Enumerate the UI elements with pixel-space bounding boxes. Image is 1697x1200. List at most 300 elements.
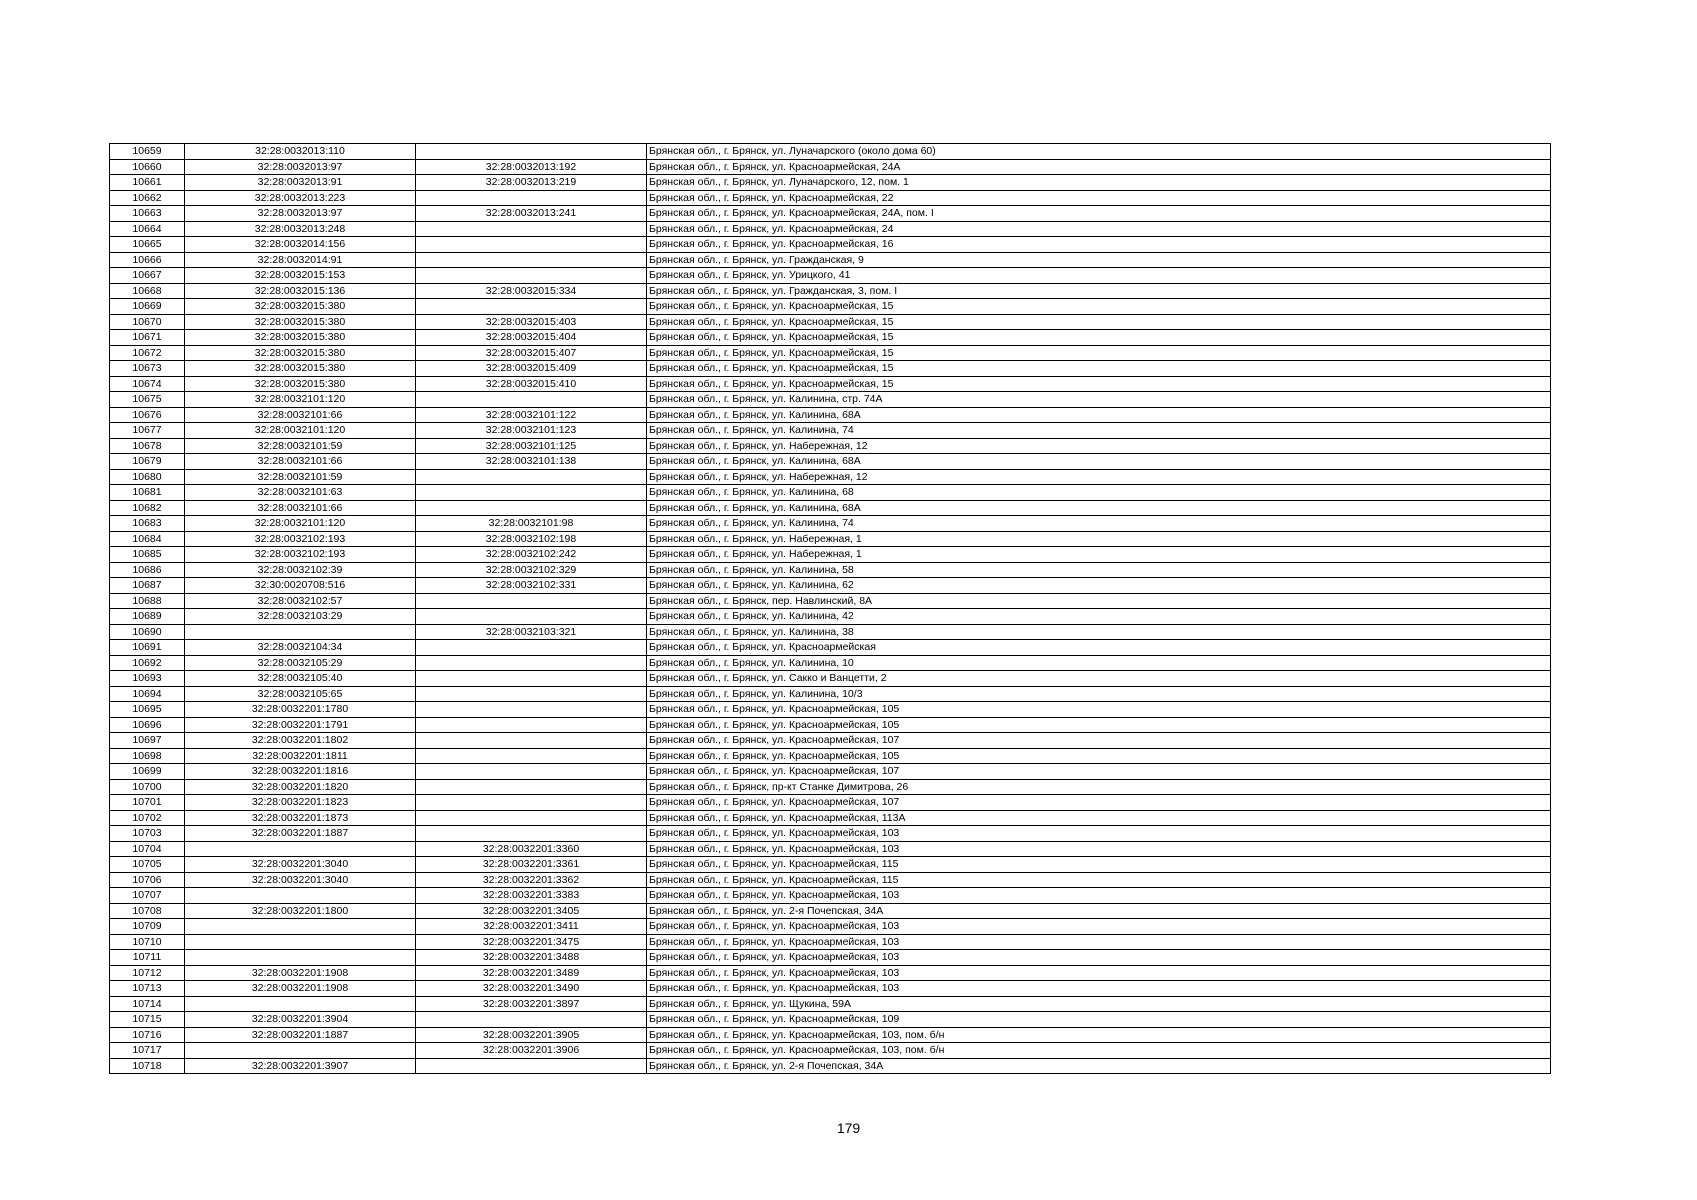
- cadastral-number-cell: 32:28:0032102:193: [185, 547, 416, 563]
- row-number-cell: 10668: [110, 283, 185, 299]
- table-row: [110, 578, 1551, 594]
- table-row: [110, 624, 1551, 640]
- row-number-cell: 10677: [110, 423, 185, 439]
- address-cell: Брянская обл., г. Брянск, ул. Луначарского, 12, пом. 1: [647, 175, 1551, 191]
- row-number-cell: 10687: [110, 578, 185, 594]
- row-number-cell: 10694: [110, 686, 185, 702]
- address-cell: Брянская обл., г. Брянск, ул. Красноармейская, 105: [647, 717, 1551, 733]
- linked-cadastral-number-cell: [416, 779, 647, 795]
- cadastral-number-cell: 32:28:0032101:63: [185, 485, 416, 501]
- address-cell: Брянская обл., г. Брянск, ул. Красноармейская, 22: [647, 190, 1551, 206]
- linked-cadastral-number-cell: 32:28:0032101:122: [416, 407, 647, 423]
- row-number-cell: 10666: [110, 252, 185, 268]
- address-cell: Брянская обл., г. Брянск, ул. Щукина, 59А: [647, 996, 1551, 1012]
- linked-cadastral-number-cell: 32:28:0032101:125: [416, 438, 647, 454]
- cadastral-number-cell: 32:28:0032101:120: [185, 516, 416, 532]
- address-cell: Брянская обл., г. Брянск, ул. Калинина, 74: [647, 516, 1551, 532]
- linked-cadastral-number-cell: 32:28:0032102:198: [416, 531, 647, 547]
- row-number-cell: 10680: [110, 469, 185, 485]
- address-cell: Брянская обл., г. Брянск, ул. Набережная, 12: [647, 469, 1551, 485]
- cadastral-number-cell: 32:28:0032201:3904: [185, 1012, 416, 1028]
- row-number-cell: 10665: [110, 237, 185, 253]
- table-row: [110, 299, 1551, 315]
- table-row: [110, 1058, 1551, 1074]
- table-row: [110, 702, 1551, 718]
- cadastral-number-cell: 32:28:0032201:1823: [185, 795, 416, 811]
- row-number-cell: 10685: [110, 547, 185, 563]
- address-cell: Брянская обл., г. Брянск, ул. Красноармейская, 103: [647, 888, 1551, 904]
- linked-cadastral-number-cell: 32:28:0032201:3361: [416, 857, 647, 873]
- address-cell: Брянская обл., г. Брянск, ул. Красноармейская, 103: [647, 841, 1551, 857]
- table-row: [110, 919, 1551, 935]
- table-row: [110, 671, 1551, 687]
- linked-cadastral-number-cell: 32:28:0032201:3897: [416, 996, 647, 1012]
- cadastral-number-cell: [185, 996, 416, 1012]
- linked-cadastral-number-cell: [416, 1012, 647, 1028]
- table-row: [110, 981, 1551, 997]
- cadastral-number-cell: 32:28:0032014:156: [185, 237, 416, 253]
- linked-cadastral-number-cell: 32:28:0032101:98: [416, 516, 647, 532]
- linked-cadastral-number-cell: 32:28:0032201:3360: [416, 841, 647, 857]
- linked-cadastral-number-cell: [416, 640, 647, 656]
- registry-table: [109, 143, 1551, 1074]
- cadastral-number-cell: 32:28:0032015:153: [185, 268, 416, 284]
- address-cell: Брянская обл., г. Брянск, ул. Красноармейская, 103: [647, 950, 1551, 966]
- row-number-cell: 10718: [110, 1058, 185, 1074]
- table-row: [110, 531, 1551, 547]
- table-row: [110, 252, 1551, 268]
- page-number: 179: [836, 1120, 861, 1136]
- row-number-cell: 10682: [110, 500, 185, 516]
- cadastral-number-cell: 32:28:0032201:1908: [185, 981, 416, 997]
- linked-cadastral-number-cell: [416, 252, 647, 268]
- cadastral-number-cell: 32:28:0032013:248: [185, 221, 416, 237]
- cadastral-number-cell: 32:28:0032013:223: [185, 190, 416, 206]
- address-cell: Брянская обл., г. Брянск, ул. Красноармейская, 103: [647, 934, 1551, 950]
- row-number-cell: 10715: [110, 1012, 185, 1028]
- table-row: [110, 392, 1551, 408]
- row-number-cell: 10659: [110, 144, 185, 160]
- table-row: [110, 314, 1551, 330]
- linked-cadastral-number-cell: [416, 826, 647, 842]
- row-number-cell: 10703: [110, 826, 185, 842]
- row-number-cell: 10662: [110, 190, 185, 206]
- linked-cadastral-number-cell: 32:28:0032201:3475: [416, 934, 647, 950]
- address-cell: Брянская обл., г. Брянск, ул. Красноармейская, 15: [647, 345, 1551, 361]
- table-row: [110, 268, 1551, 284]
- table-row: [110, 655, 1551, 671]
- linked-cadastral-number-cell: 32:28:0032015:410: [416, 376, 647, 392]
- table-row: [110, 795, 1551, 811]
- registry-body: [110, 144, 1551, 1074]
- linked-cadastral-number-cell: 32:28:0032103:321: [416, 624, 647, 640]
- linked-cadastral-number-cell: 32:28:0032201:3489: [416, 965, 647, 981]
- cadastral-number-cell: 32:28:0032015:136: [185, 283, 416, 299]
- address-cell: Брянская обл., г. Брянск, ул. Урицкого, 41: [647, 268, 1551, 284]
- row-number-cell: 10708: [110, 903, 185, 919]
- row-number-cell: 10681: [110, 485, 185, 501]
- address-cell: Брянская обл., г. Брянск, ул. Гражданская, 9: [647, 252, 1551, 268]
- address-cell: Брянская обл., г. Брянск, ул. Калинина, 68: [647, 485, 1551, 501]
- row-number-cell: 10699: [110, 764, 185, 780]
- row-number-cell: 10663: [110, 206, 185, 222]
- table-row: [110, 934, 1551, 950]
- table-row: [110, 717, 1551, 733]
- table-row: [110, 609, 1551, 625]
- linked-cadastral-number-cell: [416, 702, 647, 718]
- table-row: [110, 159, 1551, 175]
- cadastral-number-cell: [185, 888, 416, 904]
- address-cell: Брянская обл., г. Брянск, ул. Красноармейская, 107: [647, 795, 1551, 811]
- cadastral-number-cell: 32:28:0032201:1887: [185, 826, 416, 842]
- row-number-cell: 10683: [110, 516, 185, 532]
- row-number-cell: 10695: [110, 702, 185, 718]
- table-row: [110, 1027, 1551, 1043]
- cadastral-number-cell: 32:28:0032102:193: [185, 531, 416, 547]
- linked-cadastral-number-cell: 32:28:0032013:241: [416, 206, 647, 222]
- address-cell: Брянская обл., г. Брянск, ул. Красноармейская, 24: [647, 221, 1551, 237]
- address-cell: Брянская обл., г. Брянск, ул. 2-я Почепская, 34А: [647, 1058, 1551, 1074]
- table-row: [110, 547, 1551, 563]
- cadastral-number-cell: 32:28:0032101:66: [185, 454, 416, 470]
- row-number-cell: 10707: [110, 888, 185, 904]
- table-row: [110, 562, 1551, 578]
- table-row: [110, 407, 1551, 423]
- table-row: [110, 965, 1551, 981]
- address-cell: Брянская обл., г. Брянск, ул. Красноармейская, 15: [647, 299, 1551, 315]
- table-row: [110, 640, 1551, 656]
- cadastral-number-cell: 32:28:0032201:3040: [185, 872, 416, 888]
- cadastral-number-cell: 32:28:0032101:59: [185, 469, 416, 485]
- row-number-cell: 10706: [110, 872, 185, 888]
- linked-cadastral-number-cell: [416, 810, 647, 826]
- cadastral-number-cell: 32:28:0032105:40: [185, 671, 416, 687]
- linked-cadastral-number-cell: [416, 655, 647, 671]
- linked-cadastral-number-cell: [416, 764, 647, 780]
- row-number-cell: 10676: [110, 407, 185, 423]
- linked-cadastral-number-cell: [416, 733, 647, 749]
- row-number-cell: 10689: [110, 609, 185, 625]
- row-number-cell: 10712: [110, 965, 185, 981]
- linked-cadastral-number-cell: 32:28:0032201:3906: [416, 1043, 647, 1059]
- address-cell: Брянская обл., г. Брянск, ул. Красноармейская, 15: [647, 330, 1551, 346]
- linked-cadastral-number-cell: [416, 500, 647, 516]
- linked-cadastral-number-cell: 32:28:0032201:3411: [416, 919, 647, 935]
- table-row: [110, 500, 1551, 516]
- cadastral-number-cell: 32:28:0032104:34: [185, 640, 416, 656]
- cadastral-number-cell: 32:28:0032101:120: [185, 423, 416, 439]
- cadastral-number-cell: [185, 624, 416, 640]
- address-cell: Брянская обл., г. Брянск, ул. Калинина, 10/3: [647, 686, 1551, 702]
- row-number-cell: 10700: [110, 779, 185, 795]
- cadastral-number-cell: 32:28:0032013:91: [185, 175, 416, 191]
- address-cell: Брянская обл., г. Брянск, ул. Гражданская, 3, пом. I: [647, 283, 1551, 299]
- address-cell: Брянская обл., г. Брянск, ул. Сакко и Ванцетти, 2: [647, 671, 1551, 687]
- linked-cadastral-number-cell: [416, 237, 647, 253]
- cadastral-number-cell: 32:28:0032101:120: [185, 392, 416, 408]
- cadastral-number-cell: 32:28:0032102:39: [185, 562, 416, 578]
- table-row: [110, 810, 1551, 826]
- linked-cadastral-number-cell: 32:28:0032013:192: [416, 159, 647, 175]
- cadastral-number-cell: 32:28:0032013:97: [185, 206, 416, 222]
- address-cell: Брянская обл., г. Брянск, ул. Красноармейская, 16: [647, 237, 1551, 253]
- address-cell: Брянская обл., г. Брянск, ул. Красноармейская, 109: [647, 1012, 1551, 1028]
- table-row: [110, 872, 1551, 888]
- address-cell: Брянская обл., г. Брянск, ул. Красноармейская, 103: [647, 965, 1551, 981]
- row-number-cell: 10671: [110, 330, 185, 346]
- address-cell: Брянская обл., г. Брянск, ул. 2-я Почепская, 34А: [647, 903, 1551, 919]
- row-number-cell: 10696: [110, 717, 185, 733]
- row-number-cell: 10664: [110, 221, 185, 237]
- address-cell: Брянская обл., г. Брянск, ул. Красноармейская, 107: [647, 764, 1551, 780]
- cadastral-number-cell: 32:28:0032201:1802: [185, 733, 416, 749]
- cadastral-number-cell: 32:28:0032015:380: [185, 361, 416, 377]
- linked-cadastral-number-cell: [416, 593, 647, 609]
- row-number-cell: 10713: [110, 981, 185, 997]
- linked-cadastral-number-cell: 32:28:0032102:329: [416, 562, 647, 578]
- linked-cadastral-number-cell: [416, 190, 647, 206]
- table-row: [110, 888, 1551, 904]
- row-number-cell: 10702: [110, 810, 185, 826]
- table-row: [110, 779, 1551, 795]
- table-row: [110, 733, 1551, 749]
- cadastral-number-cell: 32:28:0032015:380: [185, 299, 416, 315]
- linked-cadastral-number-cell: 32:28:0032201:3488: [416, 950, 647, 966]
- address-cell: Брянская обл., г. Брянск, ул. Калинина, 68А: [647, 500, 1551, 516]
- row-number-cell: 10675: [110, 392, 185, 408]
- cadastral-number-cell: 32:28:0032105:65: [185, 686, 416, 702]
- address-cell: Брянская обл., г. Брянск, ул. Набережная, 12: [647, 438, 1551, 454]
- table-row: [110, 438, 1551, 454]
- cadastral-number-cell: 32:28:0032201:1800: [185, 903, 416, 919]
- cadastral-number-cell: [185, 841, 416, 857]
- linked-cadastral-number-cell: 32:28:0032015:334: [416, 283, 647, 299]
- address-cell: Брянская обл., г. Брянск, ул. Красноармейская, 103: [647, 919, 1551, 935]
- row-number-cell: 10688: [110, 593, 185, 609]
- cadastral-number-cell: 32:28:0032014:91: [185, 252, 416, 268]
- row-number-cell: 10679: [110, 454, 185, 470]
- row-number-cell: 10701: [110, 795, 185, 811]
- address-cell: Брянская обл., г. Брянск, ул. Красноармейская, 113А: [647, 810, 1551, 826]
- address-cell: Брянская обл., г. Брянск, ул. Красноармейская, 103: [647, 981, 1551, 997]
- cadastral-number-cell: 32:28:0032015:380: [185, 314, 416, 330]
- linked-cadastral-number-cell: 32:28:0032201:3405: [416, 903, 647, 919]
- linked-cadastral-number-cell: 32:28:0032101:123: [416, 423, 647, 439]
- address-cell: Брянская обл., г. Брянск, ул. Набережная, 1: [647, 531, 1551, 547]
- cadastral-number-cell: 32:28:0032013:110: [185, 144, 416, 160]
- table-row: [110, 1012, 1551, 1028]
- row-number-cell: 10710: [110, 934, 185, 950]
- table-row: [110, 345, 1551, 361]
- address-cell: Брянская обл., г. Брянск, ул. Калинина, 68А: [647, 407, 1551, 423]
- linked-cadastral-number-cell: [416, 1058, 647, 1074]
- row-number-cell: 10669: [110, 299, 185, 315]
- cadastral-number-cell: 32:28:0032015:380: [185, 345, 416, 361]
- table-row: [110, 376, 1551, 392]
- linked-cadastral-number-cell: [416, 717, 647, 733]
- address-cell: Брянская обл., г. Брянск, пер. Навлинский, 8А: [647, 593, 1551, 609]
- linked-cadastral-number-cell: 32:28:0032101:138: [416, 454, 647, 470]
- address-cell: Брянская обл., г. Брянск, ул. Калинина, 10: [647, 655, 1551, 671]
- table-row: [110, 996, 1551, 1012]
- row-number-cell: 10692: [110, 655, 185, 671]
- cadastral-number-cell: 32:28:0032101:59: [185, 438, 416, 454]
- address-cell: Брянская обл., г. Брянск, ул. Красноармейская, 15: [647, 314, 1551, 330]
- cadastral-number-cell: [185, 919, 416, 935]
- address-cell: Брянская обл., г. Брянск, ул. Красноармейская, 15: [647, 376, 1551, 392]
- table-row: [110, 826, 1551, 842]
- linked-cadastral-number-cell: [416, 221, 647, 237]
- address-cell: Брянская обл., г. Брянск, ул. Красноармейская, 105: [647, 702, 1551, 718]
- row-number-cell: 10714: [110, 996, 185, 1012]
- row-number-cell: 10698: [110, 748, 185, 764]
- row-number-cell: 10711: [110, 950, 185, 966]
- table-row: [110, 516, 1551, 532]
- address-cell: Брянская обл., г. Брянск, ул. Калинина, 62: [647, 578, 1551, 594]
- address-cell: Брянская обл., г. Брянск, ул. Луначарского (около дома 60): [647, 144, 1551, 160]
- address-cell: Брянская обл., г. Брянск, ул. Красноармейская, 15: [647, 361, 1551, 377]
- cadastral-number-cell: 32:28:0032015:380: [185, 376, 416, 392]
- address-cell: Брянская обл., г. Брянск, ул. Красноармейская, 115: [647, 857, 1551, 873]
- linked-cadastral-number-cell: [416, 671, 647, 687]
- table-row: [110, 361, 1551, 377]
- address-cell: Брянская обл., г. Брянск, ул. Красноармейская, 115: [647, 872, 1551, 888]
- cadastral-number-cell: 32:30:0020708:516: [185, 578, 416, 594]
- address-cell: Брянская обл., г. Брянск, ул. Калинина, 58: [647, 562, 1551, 578]
- linked-cadastral-number-cell: [416, 144, 647, 160]
- row-number-cell: 10709: [110, 919, 185, 935]
- address-cell: Брянская обл., г. Брянск, ул. Красноармейская, 24А, пом. I: [647, 206, 1551, 222]
- cadastral-number-cell: [185, 950, 416, 966]
- row-number-cell: 10667: [110, 268, 185, 284]
- cadastral-number-cell: 32:28:0032201:1816: [185, 764, 416, 780]
- linked-cadastral-number-cell: 32:28:0032015:403: [416, 314, 647, 330]
- row-number-cell: 10661: [110, 175, 185, 191]
- cadastral-number-cell: [185, 1043, 416, 1059]
- cadastral-number-cell: 32:28:0032015:380: [185, 330, 416, 346]
- row-number-cell: 10697: [110, 733, 185, 749]
- linked-cadastral-number-cell: 32:28:0032015:407: [416, 345, 647, 361]
- cadastral-number-cell: 32:28:0032201:3907: [185, 1058, 416, 1074]
- row-number-cell: 10717: [110, 1043, 185, 1059]
- cadastral-number-cell: 32:28:0032201:1908: [185, 965, 416, 981]
- row-number-cell: 10670: [110, 314, 185, 330]
- row-number-cell: 10686: [110, 562, 185, 578]
- row-number-cell: 10684: [110, 531, 185, 547]
- cadastral-number-cell: 32:28:0032105:29: [185, 655, 416, 671]
- table-row: [110, 330, 1551, 346]
- cadastral-number-cell: 32:28:0032101:66: [185, 500, 416, 516]
- row-number-cell: 10660: [110, 159, 185, 175]
- cadastral-number-cell: 32:28:0032201:3040: [185, 857, 416, 873]
- table-row: [110, 423, 1551, 439]
- address-cell: Брянская обл., г. Брянск, ул. Калинина, 42: [647, 609, 1551, 625]
- address-cell: Брянская обл., г. Брянск, ул. Красноармейская, 103, пом. б/н: [647, 1043, 1551, 1059]
- table-row: [110, 237, 1551, 253]
- row-number-cell: 10690: [110, 624, 185, 640]
- linked-cadastral-number-cell: [416, 392, 647, 408]
- table-row: [110, 469, 1551, 485]
- row-number-cell: 10705: [110, 857, 185, 873]
- address-cell: Брянская обл., г. Брянск, ул. Красноармейская, 103: [647, 826, 1551, 842]
- row-number-cell: 10672: [110, 345, 185, 361]
- table-row: [110, 748, 1551, 764]
- cadastral-number-cell: 32:28:0032201:1887: [185, 1027, 416, 1043]
- address-cell: Брянская обл., г. Брянск, ул. Калинина, 38: [647, 624, 1551, 640]
- address-cell: Брянская обл., г. Брянск, ул. Калинина, 74: [647, 423, 1551, 439]
- address-cell: Брянская обл., г. Брянск, ул. Красноармейская, 24А: [647, 159, 1551, 175]
- row-number-cell: 10691: [110, 640, 185, 656]
- cadastral-number-cell: 32:28:0032201:1791: [185, 717, 416, 733]
- row-number-cell: 10673: [110, 361, 185, 377]
- table-row: [110, 686, 1551, 702]
- cadastral-number-cell: [185, 934, 416, 950]
- linked-cadastral-number-cell: [416, 795, 647, 811]
- cadastral-number-cell: 32:28:0032201:1820: [185, 779, 416, 795]
- table-row: [110, 190, 1551, 206]
- table-row: [110, 283, 1551, 299]
- table-row: [110, 206, 1551, 222]
- linked-cadastral-number-cell: 32:28:0032015:404: [416, 330, 647, 346]
- table-row: [110, 950, 1551, 966]
- table-row: [110, 764, 1551, 780]
- table-row: [110, 857, 1551, 873]
- address-cell: Брянская обл., г. Брянск, ул. Калинина, 68А: [647, 454, 1551, 470]
- linked-cadastral-number-cell: 32:28:0032201:3490: [416, 981, 647, 997]
- linked-cadastral-number-cell: 32:28:0032102:242: [416, 547, 647, 563]
- linked-cadastral-number-cell: 32:28:0032013:219: [416, 175, 647, 191]
- table-row: [110, 841, 1551, 857]
- address-cell: Брянская обл., г. Брянск, ул. Красноармейская: [647, 640, 1551, 656]
- table-row: [110, 903, 1551, 919]
- table-row: [110, 144, 1551, 160]
- cadastral-number-cell: 32:28:0032102:57: [185, 593, 416, 609]
- linked-cadastral-number-cell: 32:28:0032102:331: [416, 578, 647, 594]
- cadastral-number-cell: 32:28:0032101:66: [185, 407, 416, 423]
- linked-cadastral-number-cell: [416, 609, 647, 625]
- address-cell: Брянская обл., г. Брянск, ул. Красноармейская, 105: [647, 748, 1551, 764]
- linked-cadastral-number-cell: [416, 268, 647, 284]
- cadastral-number-cell: 32:28:0032201:1811: [185, 748, 416, 764]
- address-cell: Брянская обл., г. Брянск, ул. Красноармейская, 103, пом. б/н: [647, 1027, 1551, 1043]
- linked-cadastral-number-cell: 32:28:0032201:3362: [416, 872, 647, 888]
- row-number-cell: 10678: [110, 438, 185, 454]
- table-row: [110, 485, 1551, 501]
- address-cell: Брянская обл., г. Брянск, пр-кт Станке Димитрова, 26: [647, 779, 1551, 795]
- address-cell: Брянская обл., г. Брянск, ул. Набережная, 1: [647, 547, 1551, 563]
- row-number-cell: 10704: [110, 841, 185, 857]
- linked-cadastral-number-cell: [416, 748, 647, 764]
- linked-cadastral-number-cell: 32:28:0032015:409: [416, 361, 647, 377]
- linked-cadastral-number-cell: [416, 686, 647, 702]
- table-row: [110, 1043, 1551, 1059]
- cadastral-number-cell: 32:28:0032201:1780: [185, 702, 416, 718]
- table-row: [110, 175, 1551, 191]
- cadastral-number-cell: 32:28:0032103:29: [185, 609, 416, 625]
- cadastral-number-cell: 32:28:0032013:97: [185, 159, 416, 175]
- row-number-cell: 10716: [110, 1027, 185, 1043]
- linked-cadastral-number-cell: [416, 469, 647, 485]
- address-cell: Брянская обл., г. Брянск, ул. Калинина, стр. 74А: [647, 392, 1551, 408]
- linked-cadastral-number-cell: 32:28:0032201:3905: [416, 1027, 647, 1043]
- row-number-cell: 10693: [110, 671, 185, 687]
- linked-cadastral-number-cell: [416, 299, 647, 315]
- linked-cadastral-number-cell: [416, 485, 647, 501]
- address-cell: Брянская обл., г. Брянск, ул. Красноармейская, 107: [647, 733, 1551, 749]
- table-row: [110, 221, 1551, 237]
- table-row: [110, 593, 1551, 609]
- linked-cadastral-number-cell: 32:28:0032201:3383: [416, 888, 647, 904]
